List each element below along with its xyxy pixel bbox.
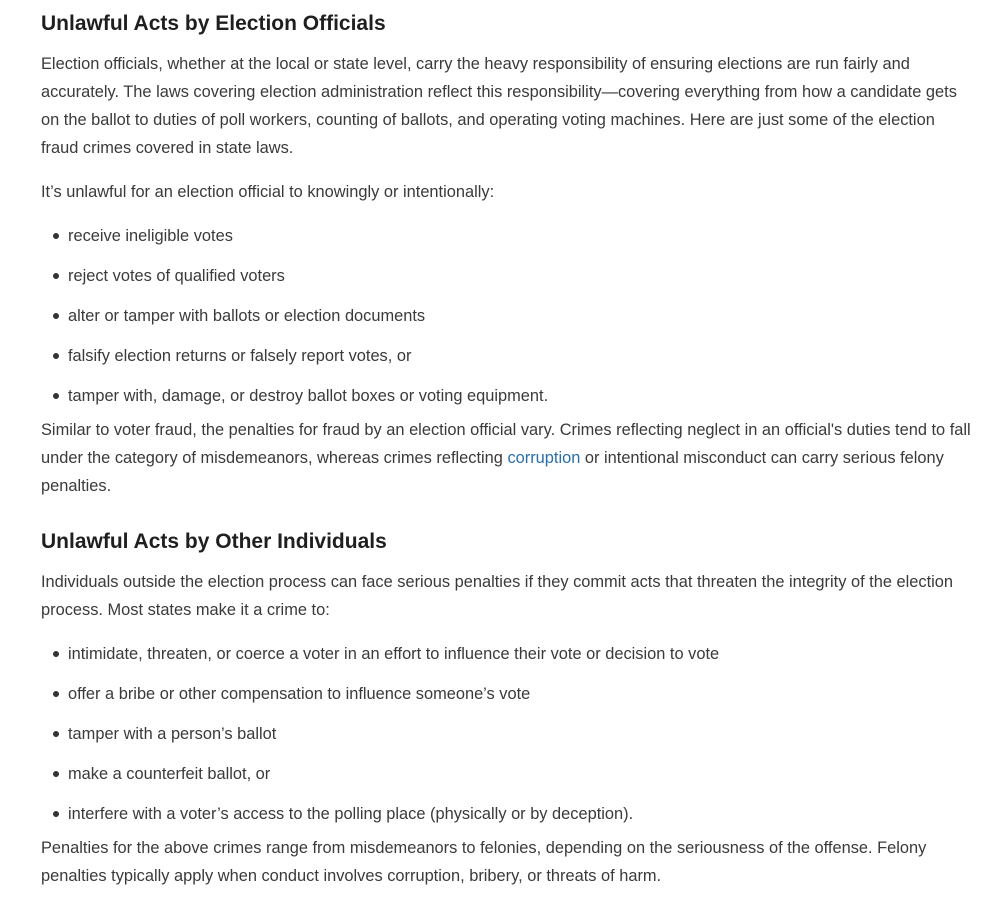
list-item-text: falsify election returns or falsely report votes, or xyxy=(68,347,412,365)
bullet-icon xyxy=(53,771,59,777)
list-item xyxy=(41,222,972,262)
list-item xyxy=(41,342,972,382)
list-item xyxy=(41,800,972,840)
list-item xyxy=(41,382,972,422)
list-item xyxy=(41,760,972,800)
intro-paragraph-other-individuals: Individuals outside the election process can face serious penalties if they commit acts that threaten the integrity of the election process. Most states make it a crime to: xyxy=(41,573,954,619)
section-heading-election-officials: Unlawful Acts by Election Officials xyxy=(41,12,386,35)
list-item-text: reject votes of qualified voters xyxy=(68,267,285,285)
bullet-icon xyxy=(53,651,59,657)
list-item-text: tamper with a person’s ballot xyxy=(68,725,277,743)
list-item-text: tamper with, damage, or destroy ballot boxes or voting equipment. xyxy=(68,387,549,405)
bullet-icon xyxy=(53,393,59,399)
corruption-link[interactable]: corruption xyxy=(507,449,581,467)
list-item-text: interfere with a voter’s access to the polling place (physically or by deception). xyxy=(68,805,634,823)
list-item-text: receive ineligible votes xyxy=(68,227,233,245)
bullet-icon xyxy=(53,233,59,239)
official-unlawful-acts-list xyxy=(41,222,972,422)
list-item-text: offer a bribe or other compensation to influence someone’s vote xyxy=(68,685,531,703)
list-item xyxy=(41,680,972,720)
list-item xyxy=(41,640,972,680)
list-item-text: make a counterfeit ballot, or xyxy=(68,765,271,783)
penalties-paragraph-individuals: Penalties for the above crimes range from misdemeanors to felonies, depending on the seriousness of the offense. Felony penalties typically apply when conduct involves corruption, bribery, or threats of harm. xyxy=(41,839,927,885)
bullet-icon xyxy=(53,353,59,359)
section-heading-other-individuals: Unlawful Acts by Other Individuals xyxy=(41,530,387,553)
penalties-paragraph-officials xyxy=(41,416,972,500)
bullet-icon xyxy=(53,811,59,817)
list-item-text: intimidate, threaten, or coerce a voter in an effort to influence their vote or decision to vote xyxy=(68,645,720,663)
bullet-icon xyxy=(53,273,59,279)
bullet-icon xyxy=(53,691,59,697)
list-item xyxy=(41,262,972,302)
bullet-icon xyxy=(53,731,59,737)
bullet-icon xyxy=(53,313,59,319)
list-item xyxy=(41,720,972,760)
penalties-text-after-link: or intentional misconduct can carry serious felony penalties. xyxy=(41,449,944,495)
intro-paragraph-election-officials: Election officials, whether at the local or state level, carry the heavy responsibility of ensuring elections are run fairly and accurately. The laws covering election administration reflect this responsibility—covering everything from how a candidate gets on the ballot to duties of poll workers, counting of ballots, and operating voting machines. Here are just some of the election fraud crimes covered in state laws. xyxy=(41,55,957,157)
penalties-text-before-link: Similar to voter fraud, the penalties for fraud by an election official vary. Crimes reflecting neglect in an official's duties tend to fall under the category of misdemeanors, whereas crimes reflecting xyxy=(41,421,971,467)
unlawful-lead-in: It’s unlawful for an election official to knowingly or intentionally: xyxy=(41,183,495,201)
individual-unlawful-acts-list xyxy=(41,640,972,840)
list-item xyxy=(41,302,972,342)
list-item-text: alter or tamper with ballots or election documents xyxy=(68,307,426,325)
